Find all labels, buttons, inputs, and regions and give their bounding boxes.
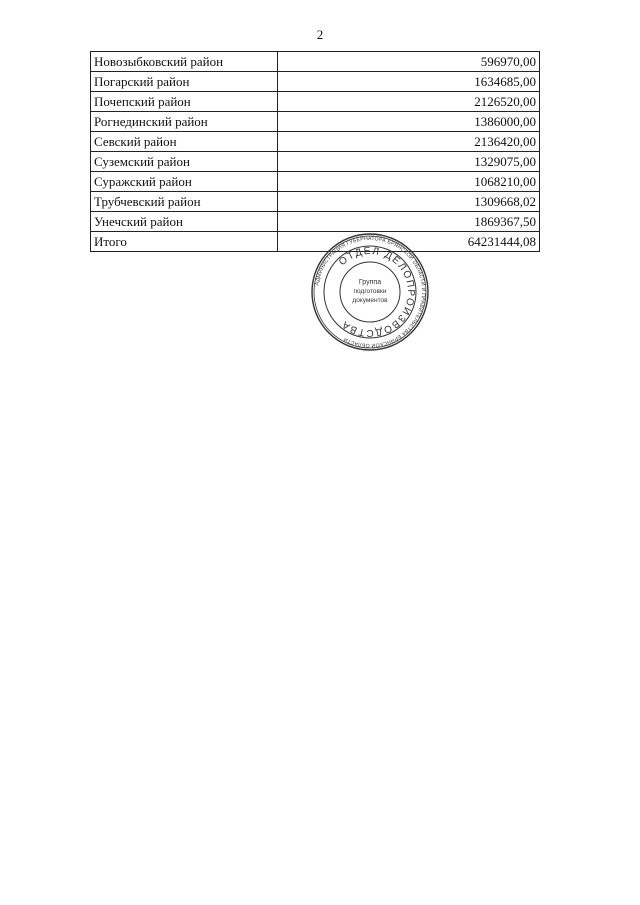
stamp-center-line: подготовки [353, 288, 387, 295]
amount-cell: 2136420,00 [278, 132, 540, 152]
district-name-cell: Суземский район [91, 152, 278, 172]
stamp-center-line: Группа [358, 279, 382, 286]
district-name-cell: Погарский район [91, 72, 278, 92]
table-row [91, 132, 540, 152]
table-row [91, 212, 540, 232]
amount-cell: 1869367,50 [278, 212, 540, 232]
amount-cell: 1634685,00 [278, 72, 540, 92]
district-name-cell: Севский район [91, 132, 278, 152]
district-name-cell: Трубчевский район [91, 192, 278, 212]
table-row [91, 92, 540, 112]
district-name-cell: Новозыбковский район [91, 52, 278, 72]
table-row [91, 52, 540, 72]
amount-cell: 1386000,00 [278, 112, 540, 132]
amount-cell: 1329075,00 [278, 152, 540, 172]
total-amount-cell: 64231444,08 [278, 232, 540, 252]
page-number: 2 [316, 27, 324, 42]
stamp-inner-text: ОТДЕЛ ДЕЛОПРОИЗВОДСТВА [337, 245, 417, 339]
data-table [90, 51, 540, 252]
table-row [91, 172, 540, 192]
table-row [91, 152, 540, 172]
total-label-cell: Итого [91, 232, 278, 252]
amount-cell: 1068210,00 [278, 172, 540, 192]
stamp-seal-icon [310, 232, 430, 352]
table-row [91, 72, 540, 92]
district-name-cell: Почепский район [91, 92, 278, 112]
amount-cell: 596970,00 [278, 52, 540, 72]
table-row [91, 192, 540, 212]
table-row [91, 112, 540, 132]
district-name-cell: Суражский район [91, 172, 278, 192]
district-name-cell: Унечский район [91, 212, 278, 232]
stamp-outer-text: АДМИНИСТРАЦИЯ ГУБЕРНАТОРА БРЯНСКОЙ ОБЛАСТИ И ПРАВИТЕЛЬСТВА БРЯНСКОЙ ОБЛАСТИ [314, 235, 427, 349]
amount-cell: 1309668,02 [278, 192, 540, 212]
stamp-center-line: документов [352, 297, 388, 304]
amount-cell: 2126520,00 [278, 92, 540, 112]
official-stamp [310, 232, 430, 352]
district-name-cell: Рогнединский район [91, 112, 278, 132]
